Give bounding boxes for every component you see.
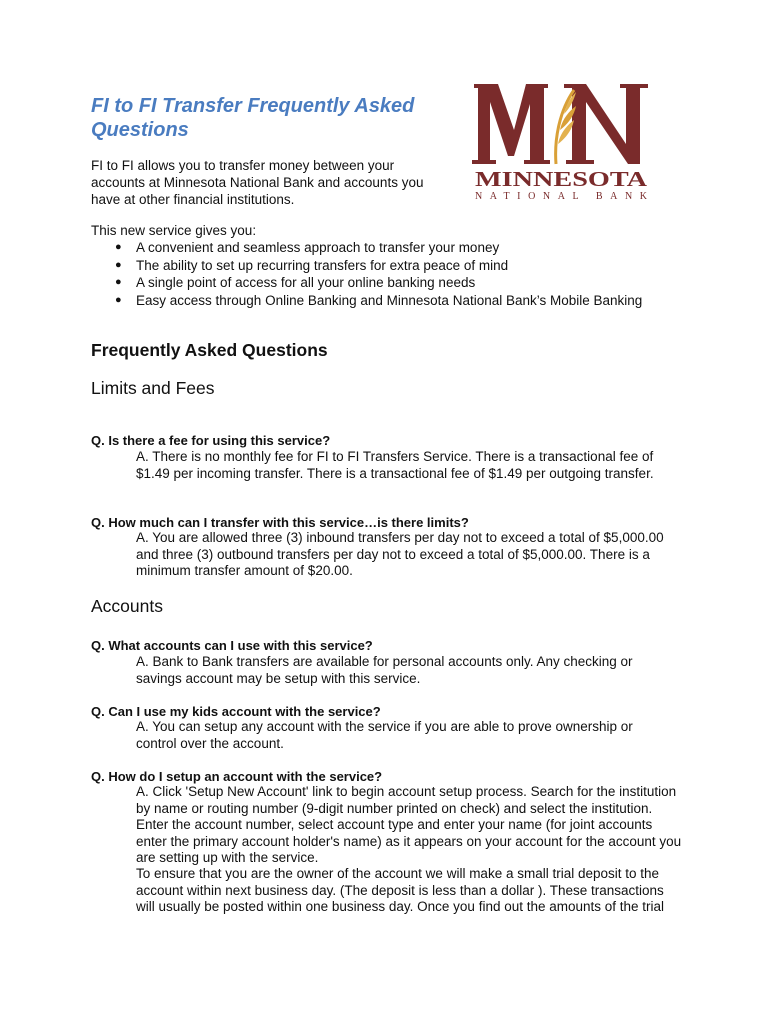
kids-account-answer: A. You can setup any account with the service if you are able to prove ownership or control over the account. — [136, 719, 633, 751]
limits-fees-heading: Limits and Fees — [91, 378, 215, 398]
page-title: FI to FI Transfer Frequently Asked Questions — [91, 95, 415, 141]
setup-answer: A. Click 'Setup New Account' link to begin account setup process. Search for the institution by name or routing number (9-digit number printed on check) and select the institution. Enter the account number, select account type and enter your name (for joint accounts enter the primary account holder's name) as it appears on your account for the account you are setting up with the service. — [136, 784, 682, 865]
list-item: ● Easy access through Online Banking and Minnesota National Bank’s Mobile Banking — [115, 292, 643, 308]
faq-heading: Frequently Asked Questions — [91, 340, 328, 360]
bullet-icon: ● — [115, 276, 122, 288]
accounts-answer: A. Bank to Bank transfers are available for personal accounts only. Any checking or savings account may be setup with this service. — [136, 654, 633, 686]
list-item: ● A single point of access for all your online banking needs — [115, 275, 476, 290]
limit-answer: A. You are allowed three (3) inbound transfers per day not to exceed a total of $5,000.00 and three (3) outbound transfers per day not to exceed a total of $5,000.00. There is a minimum transfer amount of $20.00. — [136, 530, 664, 578]
logo-name: MINNESOTA — [475, 167, 649, 191]
logo-subtitle: NATIONAL BANK — [475, 191, 647, 202]
logo-monogram — [472, 84, 648, 164]
service-benefits-list — [91, 239, 731, 309]
setup-question: Q. How do I setup an account with the service? — [91, 769, 383, 784]
list-item: ● The ability to set up recurring transfers for extra peace of mind — [115, 257, 509, 273]
bullet-icon: ● — [115, 293, 122, 306]
fee-question: Q. Is there a fee for using this service? — [91, 433, 331, 448]
service-intro: This new service gives you: — [91, 223, 257, 238]
setup-answer-continued: To ensure that you are the owner of the account we will make a small trial deposit to the account within next business day. (The deposit is less than a dollar ). These transactions will usually be posted within one business day. Once you find out the amounts of the trial — [136, 866, 665, 914]
list-item: ● A convenient and seamless approach to transfer your money — [115, 240, 500, 255]
accounts-heading: Accounts — [91, 596, 163, 616]
intro-paragraph: FI to FI allows you to transfer money between your accounts at Minnesota National Bank and accounts you have at other financial institutions. — [91, 158, 424, 207]
bullet-icon: ● — [115, 241, 122, 253]
fee-answer: A. There is no monthly fee for FI to FI Transfers Service. There is a transactional fee of $1.49 per incoming transfer. There is a transactional fee of $1.49 per outgoing transfer. — [136, 449, 654, 481]
minnesota-national-bank-logo — [468, 78, 654, 202]
bullet-icon: ● — [115, 258, 122, 271]
kids-account-question: Q. Can I use my kids account with the service? — [91, 704, 381, 719]
accounts-question: Q. What accounts can I use with this service? — [91, 638, 373, 653]
limit-question: Q. How much can I transfer with this service…is there limits? — [91, 515, 469, 530]
